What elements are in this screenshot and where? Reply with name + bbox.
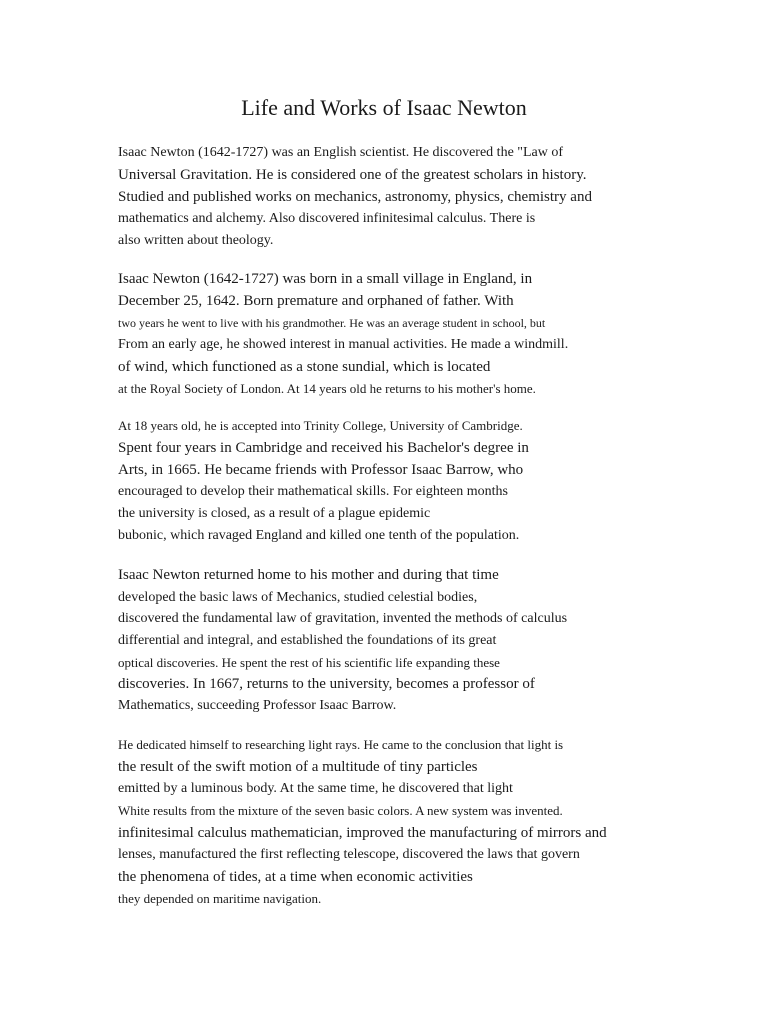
text-line: infinitesimal calculus mathematician, improved the manufacturing of mirrors and [118,825,607,841]
text-line: Studied and published works on mechanics, astronomy, physics, chemistry and [118,189,592,205]
text-line: Mathematics, succeeding Professor Isaac Barrow. [118,698,397,714]
text-line: He dedicated himself to researching light rays. He came to the conclusion that light is [118,737,564,752]
text-line: White results from the mixture of the seven basic colors. A new system was invented. [118,803,563,818]
text-line: of wind, which functioned as a stone sundial, which is located [118,359,491,375]
text-line: discovered the fundamental law of gravitation, invented the methods of calculus [118,611,568,627]
text-line: Isaac Newton (1642-1727) was an English scientist. He discovered the "Law of [118,145,564,160]
text-line: at the Royal Society of London. At 14 years old he returns to his mother's home. [118,381,536,396]
text-line: the phenomena of tides, at a time when economic activities [118,869,473,885]
paragraph-1 [118,142,592,252]
document-title: Life and Works of Isaac Newton [241,95,527,120]
paragraph-3 [118,415,529,547]
text-line: two years he went to live with his grandmother. He was an average student in school, but [118,316,546,330]
text-line: encouraged to develop their mathematical skills. For eighteen months [118,484,508,499]
text-line: the university is closed, as a result of a plague epidemic [118,506,431,521]
text-line: differential and integral, and established the foundations of its great [118,633,497,649]
text-line: also written about theology. [118,233,274,248]
paragraph-2 [118,268,568,400]
text-line: December 25, 1642. Born premature and orphaned of father. With [118,293,514,309]
text-line: the result of the swift motion of a multitude of tiny particles [118,759,478,775]
text-line: they depended on maritime navigation. [118,891,322,906]
text-line: Universal Gravitation. He is considered one of the greatest scholars in history. [118,167,587,183]
text-line: Spent four years in Cambridge and received his Bachelor's degree in [118,440,529,456]
text-line: developed the basic laws of Mechanics, studied celestial bodies, [118,589,478,605]
text-line: lenses, manufactured the first reflecting telescope, discovered the laws that govern [118,847,580,862]
text-line: bubonic, which ravaged England and killed one tenth of the population. [118,528,520,543]
text-line: Arts, in 1665. He became friends with Professor Isaac Barrow, who [118,462,524,478]
text-line: From an early age, he showed interest in manual activities. He made a windmill. [118,337,569,352]
text-line: emitted by a luminous body. At the same time, he discovered that light [118,781,513,796]
text-line: mathematics and alchemy. Also discovered infinitesimal calculus. There is [118,211,536,226]
text-line: optical discoveries. He spent the rest of his scientific life expanding these [118,654,500,670]
paragraph-4 [118,565,567,717]
text-line: At 18 years old, he is accepted into Trinity College, University of Cambridge. [118,418,523,433]
paragraph-5 [118,734,607,910]
text-line: Isaac Newton (1642-1727) was born in a small village in England, in [118,271,533,287]
text-line: Isaac Newton returned home to his mother and during that time [118,567,499,583]
text-line: discoveries. In 1667, returns to the university, becomes a professor of [118,675,535,692]
